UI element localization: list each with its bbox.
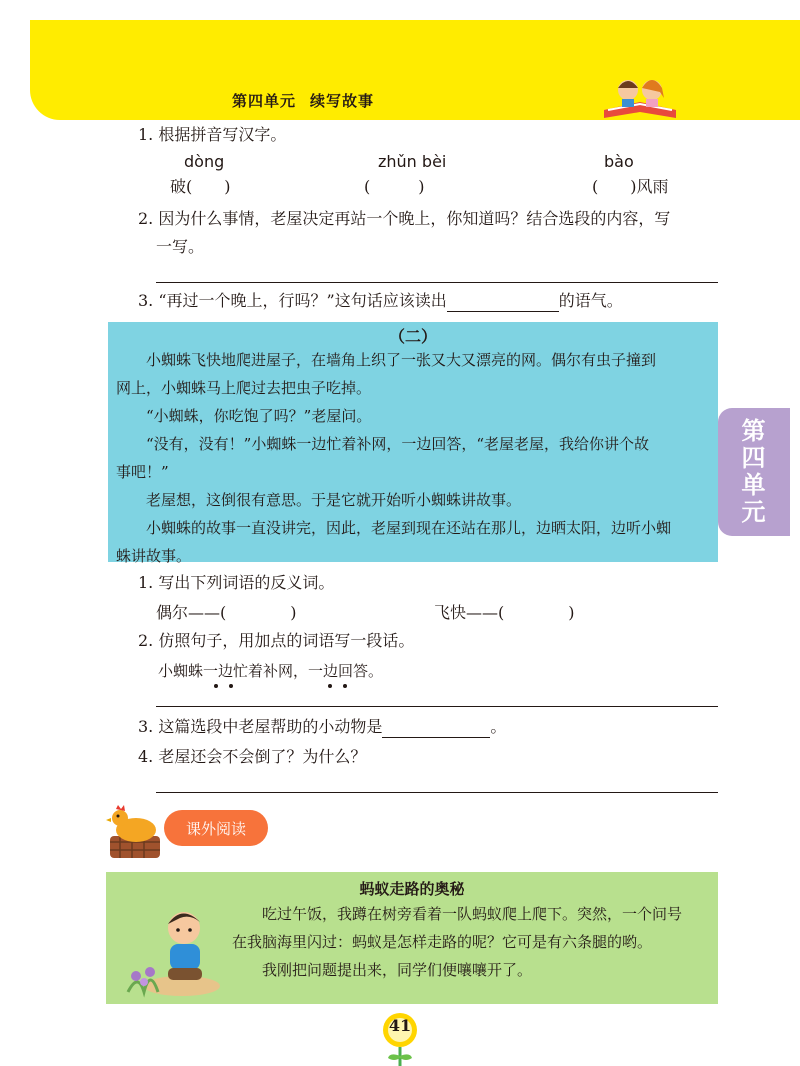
passage-line: 小蜘蛛飞快地爬进屋子，在墙角上织了一张又大又漂亮的网。偶尔有虫子撞到: [116, 351, 657, 369]
kids-reading-illustration: [596, 72, 686, 122]
extra-reading-box: [106, 872, 718, 1004]
reading-line: 在我脑海里闪过：蚂蚁是怎样走路的呢？它可是有六条腿的哟。: [232, 933, 653, 951]
reading-line: 吃过午饭，我蹲在树旁看着一队蚂蚁爬上爬下。突然，一个问号: [232, 905, 683, 923]
answer-box-1[interactable]: 破( ): [170, 177, 231, 196]
header-title: [232, 90, 374, 111]
passage-line: 小蜘蛛的故事一直没讲完，因此，老屋到现在还站在那儿，边晒太阳，边听小蜘: [116, 519, 672, 537]
hen-basket-illustration: [104, 804, 166, 862]
question-3-suffix: 的语气。: [558, 291, 623, 310]
pinyin-1: dòng: [184, 152, 225, 171]
question-2-line2: 一写。: [156, 237, 205, 256]
emphasis-dot: [229, 684, 233, 688]
passage-line: “没有，没有！”小蜘蛛一边忙着补网，一边回答，“老屋老屋，我给你讲个故: [116, 435, 650, 453]
reading-title: 蚂蚁走路的奥秘: [359, 880, 465, 898]
theme-label: 续写故事: [310, 92, 375, 110]
passage-line: 老屋想，这倒很有意思。于是它就开始听小蜘蛛讲故事。: [116, 491, 522, 509]
question-s2-3: [138, 716, 506, 738]
answer-line[interactable]: [156, 282, 718, 283]
passage-line: 事吧！”: [116, 463, 169, 481]
question-3: [138, 290, 623, 312]
boy-ants-illustration: [124, 902, 224, 998]
answer-line[interactable]: [156, 706, 718, 707]
passage-box: [108, 322, 718, 565]
passage-text: [116, 346, 716, 570]
question-3-text: 3. “再过一个晚上，行吗？”这句话应该读出: [138, 291, 447, 310]
antonym-item-1[interactable]: 偶尔——( ): [156, 603, 297, 622]
question-2-line1: 2. 因为什么事情，老屋决定再站一个晚上，你知道吗？结合选段的内容，写: [138, 209, 671, 228]
antonym-item-2[interactable]: 飞快——( ): [434, 603, 575, 622]
passage-line: 网上，小蜘蛛马上爬过去把虫子吃掉。: [116, 379, 372, 397]
pinyin-2: zhǔn bèi: [378, 152, 447, 171]
reading-line: 我刚把问题提出来，同学们便嚷嚷开了。: [232, 961, 533, 979]
question-s2-3-text: 3. 这篇选段中老屋帮助的小动物是: [138, 717, 383, 736]
passage-line: “小蜘蛛，你吃饱了吗？”老屋问。: [116, 407, 372, 425]
passage-heading: （二）: [388, 327, 437, 346]
unit-label: 第四单元: [232, 92, 297, 110]
badge-label: 课外阅读: [185, 820, 246, 838]
answer-box-2[interactable]: ( ): [364, 177, 425, 196]
question-s2-2-label: 2. 仿照句子，用加点的词语写一段话。: [138, 631, 415, 650]
question-1-label: 1. 根据拼音写汉字。: [138, 125, 287, 144]
example-sentence: 小蜘蛛一边忙着补网，一边回答。: [158, 662, 384, 680]
question-s2-4-label: 4. 老屋还会不会倒了？为什么？: [138, 747, 367, 766]
emphasis-dot: [214, 684, 218, 688]
answer-blank[interactable]: [447, 293, 559, 312]
emphasis-dot: [343, 684, 347, 688]
extra-reading-badge: [164, 810, 268, 846]
answer-box-3[interactable]: ( )风雨: [592, 177, 669, 196]
question-s2-3-suffix: 。: [490, 717, 507, 736]
emphasis-dot: [328, 684, 332, 688]
answer-line[interactable]: [156, 792, 718, 793]
question-s2-1-label: 1. 写出下列词语的反义词。: [138, 573, 335, 592]
passage-line: 蛛讲故事。: [116, 547, 192, 565]
page-number: 41: [388, 1016, 412, 1035]
answer-blank[interactable]: [382, 719, 490, 738]
side-tab-label: 第四单元: [741, 417, 767, 526]
pinyin-3: bào: [604, 152, 634, 171]
unit-side-tab: [718, 408, 790, 536]
